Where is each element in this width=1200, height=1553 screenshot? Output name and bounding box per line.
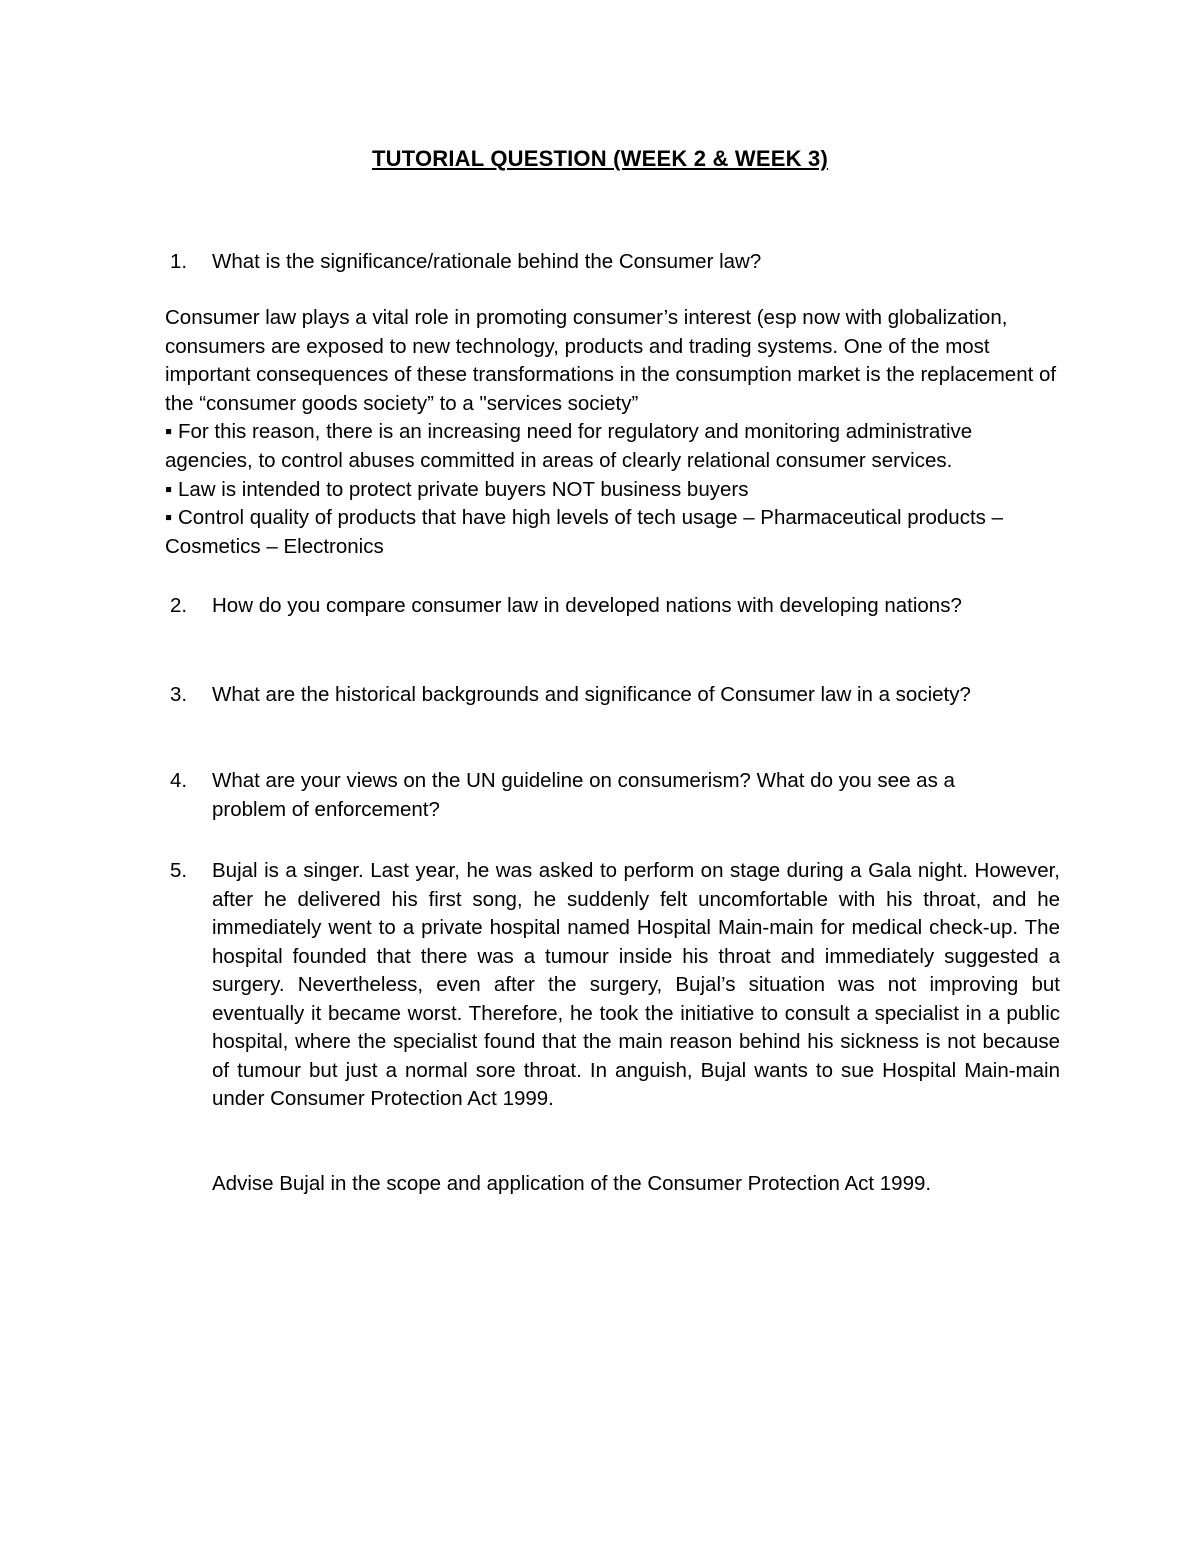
question-number: 3.: [170, 683, 188, 706]
question-1: [170, 248, 1060, 277]
question-text: What is the significance/rationale behind the Consumer law?: [212, 250, 762, 273]
question-3: [170, 681, 1060, 710]
question-5-instruction: Advise Bujal in the scope and application of the Consumer Protection Act 1999.: [212, 1172, 932, 1195]
question-text: How do you compare consumer law in developed nations with developing nations?: [212, 594, 962, 617]
question-number: 2.: [170, 594, 188, 617]
answer-bullet: ▪ Control quality of products that have high levels of tech usage – Pharmaceutical products – Cosmetics – Electronics: [165, 506, 1003, 558]
question-2: [170, 592, 1060, 621]
question-text: What are your views on the UN guideline on consumerism? What do you see as a problem of enforcement?: [212, 769, 955, 821]
answer-paragraph: Consumer law plays a vital role in promoting consumer’s interest (esp now with globalization, consumers are exposed to new technology, products and trading systems. One of the most important consequences of these transformations in the consumption market is the replacement of the “consumer goods society” to a "services society”: [165, 306, 1057, 415]
question-number: 1.: [170, 250, 188, 273]
question-4: [170, 767, 1010, 824]
answer-bullet: ▪ For this reason, there is an increasing need for regulatory and monitoring administrative agencies, to control abuses committed in areas of clearly relational consumer services.: [165, 420, 973, 472]
page-title: TUTORIAL QUESTION (WEEK 2 & WEEK 3): [372, 146, 828, 171]
question-text: Bujal is a singer. Last year, he was asked to perform on stage during a Gala night. However, after he delivered his first song, he suddenly felt uncomfortable with his throat, and he immediately went to a private hospital named Hospital Main-main for medical check-up. The hospital founded that there was a tumour inside his throat and immediately suggested a surgery. Nevertheless, even after the surgery, Bujal’s situation was not improving but eventually it became worst. Therefore, he took the initiative to consult a specialist in a public hospital, where the specialist found that the main reason behind his sickness is not because of tumour but just a normal sore throat. In anguish, Bujal wants to sue Hospital Main-main under Consumer Protection Act 1999.: [212, 859, 1060, 1110]
answer-1: [165, 304, 1065, 561]
answer-bullet: ▪ Law is intended to protect private buyers NOT business buyers: [165, 477, 749, 501]
question-text: What are the historical backgrounds and significance of Consumer law in a society?: [212, 683, 971, 706]
question-5: [170, 857, 1060, 1114]
question-number: 4.: [170, 769, 188, 792]
question-number: 5.: [170, 859, 188, 882]
